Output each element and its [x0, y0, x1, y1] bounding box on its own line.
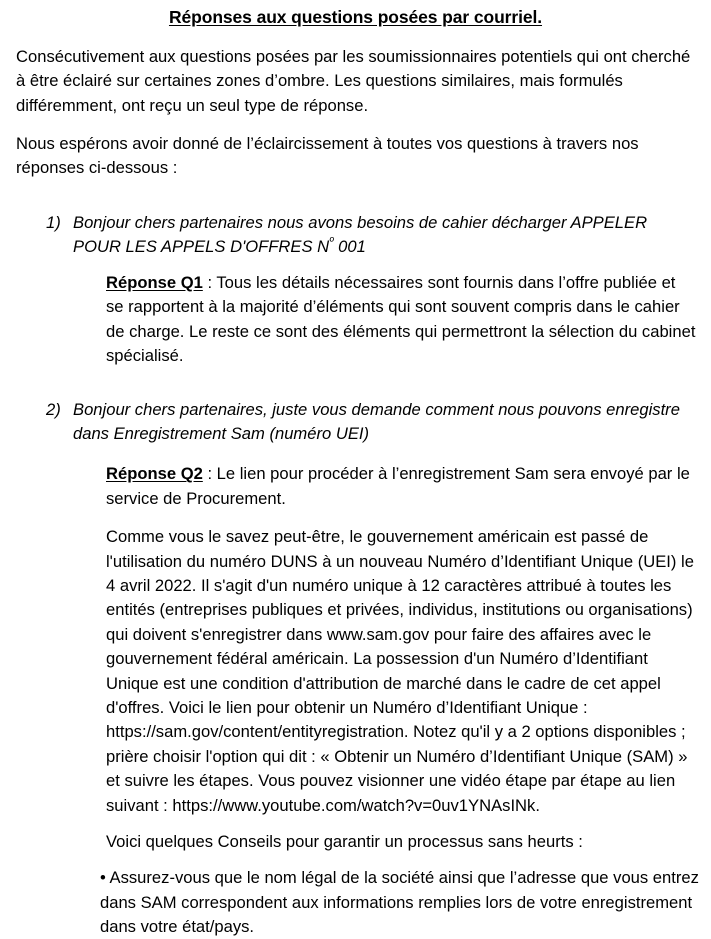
- spacer: [0, 854, 711, 866]
- tip-item-1: [0, 866, 711, 939]
- answer-text: Tous les détails nécessaires sont fournis dans l’offre publiée et se rapportent à la majorité d’éléments qui sont souvent compris dans le cahier de charge. Le reste ce sont des éléments qui permettront la sélection du cabinet spécialisé.: [106, 272, 696, 365]
- intro-paragraph-2: Nous espérons avoir donné de l’éclaircissement à toutes vos questions à travers nos réponses ci-dessous :: [16, 133, 639, 178]
- question-text: Bonjour chers partenaires, juste vous demande comment nous pouvons enregistre dans Enregistrement Sam (numéro UEI): [73, 400, 680, 444]
- ordinal-indicator: º: [329, 234, 334, 249]
- question-item-2: [0, 398, 711, 446]
- spacer: [0, 181, 711, 211]
- list-marker: 1): [46, 212, 61, 232]
- spacer: [0, 446, 711, 462]
- answer-block-2: [0, 462, 711, 511]
- answer-label: Réponse Q2: [106, 464, 203, 484]
- answer-block-1: [0, 271, 711, 369]
- answer-separator: :: [202, 464, 217, 484]
- uei-explanation-paragraph: Comme vous le savez peut-être, le gouvernement américain est passé de l'utilisation du numéro DUNS à un nouveau Numéro d’Identifiant Unique (UEI) le 4 avril 2022. Il s'agit d'un numéro unique à 12 caractères attribué à toutes les entités (entreprises publiques et privées, individus, institutions ou organisations) qui doivent s'enregistrer dans www.sam.gov pour faire des affaires avec le gouvernement fédéral américain. La possession d'un Numéro d’Identifiant Unique est une condition d'attribution de marché dans le cadre de cet appel d'offres. Voici le lien pour obtenir un Numéro d’Identifiant Unique : https://sam.gov/content/entityregistration. Notez qu'il y a 2 options disponibles ; prière choisir l'option qui dit : « Obtenir un Numéro d’Identifiant Unique (SAM) » et suivre les étapes. Vous pouvez visionner une vidéo étape par étape au lien suivant : https://www.youtube.com/watch?v=0uv1YNAsINk.: [106, 527, 694, 815]
- answer-separator: :: [202, 272, 217, 292]
- bullet-icon: •: [100, 868, 106, 888]
- list-marker: 2): [46, 400, 61, 420]
- answer-label: Réponse Q1: [106, 272, 203, 292]
- question-number: 001: [333, 236, 366, 256]
- tips-intro-paragraph: Voici quelques Conseils pour garantir un processus sans heurts :: [106, 831, 583, 851]
- tip-text: Assurez-vous que le nom légal de la société ainsi que l’adresse que vous entrez dans SAM correspondent aux informations remplies lors de votre enregistrement dans votre état/pays.: [100, 868, 699, 937]
- spacer: [0, 118, 711, 132]
- answer-text: Le lien pour procéder à l’enregistrement Sam sera envoyé par le service de Procurement.: [106, 464, 690, 508]
- spacer: [0, 368, 711, 398]
- intro-paragraph-1: Consécutivement aux questions posées par les soumissionnaires potentiels qui ont cherché à être éclairé sur certaines zones d’ombre. Les questions similaires, mais formulés différemment, ont reçu un seul type de réponse.: [16, 46, 691, 115]
- question-text: Bonjour chers partenaires nous avons besoins de cahier décharger APPELER POUR LES APPELS D'OFFRES N: [73, 212, 648, 256]
- page-title: Réponses aux questions posées par courriel.: [168, 7, 543, 27]
- spacer: [0, 511, 711, 525]
- spacer: [0, 259, 711, 271]
- questions-list: [0, 211, 711, 512]
- spacer: [0, 29, 711, 45]
- question-item-1: [0, 211, 711, 259]
- document-page: [0, 6, 711, 937]
